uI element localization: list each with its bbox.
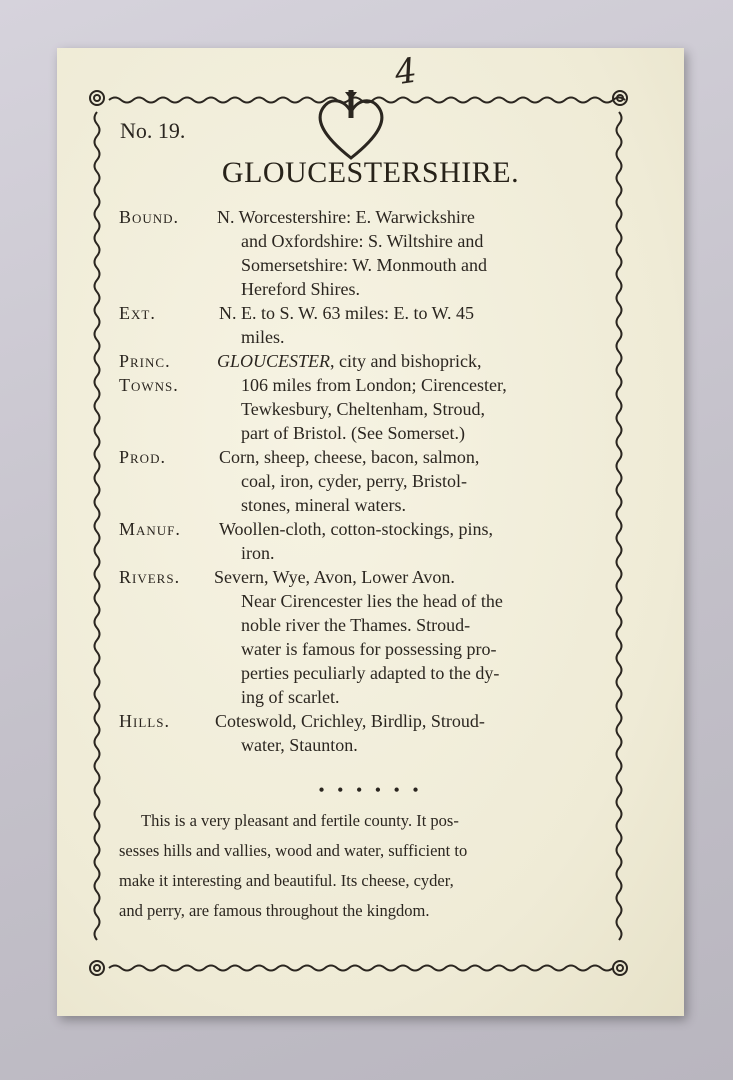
entry-line: and Oxfordshire: S. Wiltshire and (241, 231, 484, 251)
entry-rivers (119, 565, 609, 709)
entry-line: Coteswold, Crichley, Birdlip, Stroud- (215, 711, 485, 731)
entry-line: coal, iron, cyder, perry, Bristol- (241, 471, 468, 491)
summary-line: and perry, are famous throughout the kingdom. (119, 901, 430, 920)
entry-label: Rivers. (119, 567, 181, 587)
entry-line: ing of scarlet. (241, 687, 340, 707)
entry-line: Severn, Wye, Avon, Lower Avon. (214, 567, 455, 587)
summary-line: sesses hills and vallies, wood and water, sufficient to (119, 841, 468, 860)
entry-list (119, 205, 609, 757)
entry-line: N. E. to S. W. 63 miles: E. to W. 45 (219, 303, 475, 323)
entry-line: Corn, sheep, cheese, bacon, salmon, (219, 447, 480, 467)
section-divider: • • • • • • (318, 780, 423, 800)
summary-line: make it interesting and beautiful. Its cheese, cyder, (119, 871, 454, 890)
entry-line: miles. (241, 327, 285, 347)
entry-prod (119, 445, 609, 517)
entry-line: noble river the Thames. Stroud- (241, 615, 471, 635)
entry-line: Near Cirencester lies the head of the (241, 591, 503, 611)
entry-line: Hereford Shires. (241, 279, 360, 299)
card-number: No. 19. (120, 118, 186, 143)
corner-ornament-bottom-right (613, 961, 627, 975)
entry-label: Prod. (119, 447, 166, 467)
entry-label: Ext. (119, 303, 156, 323)
entry-line: water, Staunton. (241, 735, 358, 755)
entry-label: Princ. Towns. (119, 351, 179, 395)
entry-line: water is famous for possessing pro- (241, 639, 497, 659)
corner-ornament-top-left (90, 91, 104, 105)
entry-line: stones, mineral waters. (241, 495, 406, 515)
entry-line: GLOUCESTER, city and bishoprick, (217, 351, 482, 371)
county-card (57, 48, 684, 1016)
entry-line: Tewkesbury, Cheltenham, Stroud, (241, 399, 486, 419)
summary-line: This is a very pleasant and fertile county. It pos- (141, 811, 459, 830)
entry-line: Somersetshire: W. Monmouth and (241, 255, 487, 275)
entry-label: Manuf. (119, 519, 181, 539)
entry-ext (119, 301, 609, 349)
entry-line: part of Bristol. (See Somerset.) (241, 423, 465, 443)
county-title: GLOUCESTERSHIRE. (221, 156, 520, 189)
corner-ornament-bottom-left (90, 961, 104, 975)
border-bottom-wave (109, 966, 613, 971)
principal-city: GLOUCESTER (217, 351, 331, 371)
entry-line: perties peculiarly adapted to the dy- (241, 663, 500, 683)
entry-manuf (119, 517, 609, 565)
border-left-wave (95, 112, 100, 940)
entry-line: 106 miles from London; Cirencester, (241, 375, 507, 395)
handwritten-mark: 4 (392, 50, 420, 94)
entry-bound (119, 205, 609, 301)
entry-hills (119, 709, 609, 757)
heart-emblem-icon (313, 88, 389, 164)
border-right-wave (617, 112, 622, 940)
entry-line: Woollen-cloth, cotton-stockings, pins, (219, 519, 494, 539)
entry-label: Hills. (119, 711, 170, 731)
county-summary (119, 806, 609, 926)
entry-label: Bound. (119, 207, 180, 227)
entry-princ-towns (119, 349, 609, 445)
entry-line: iron. (241, 543, 275, 563)
entry-line: N. Worcestershire: E. Warwickshire (217, 207, 475, 227)
